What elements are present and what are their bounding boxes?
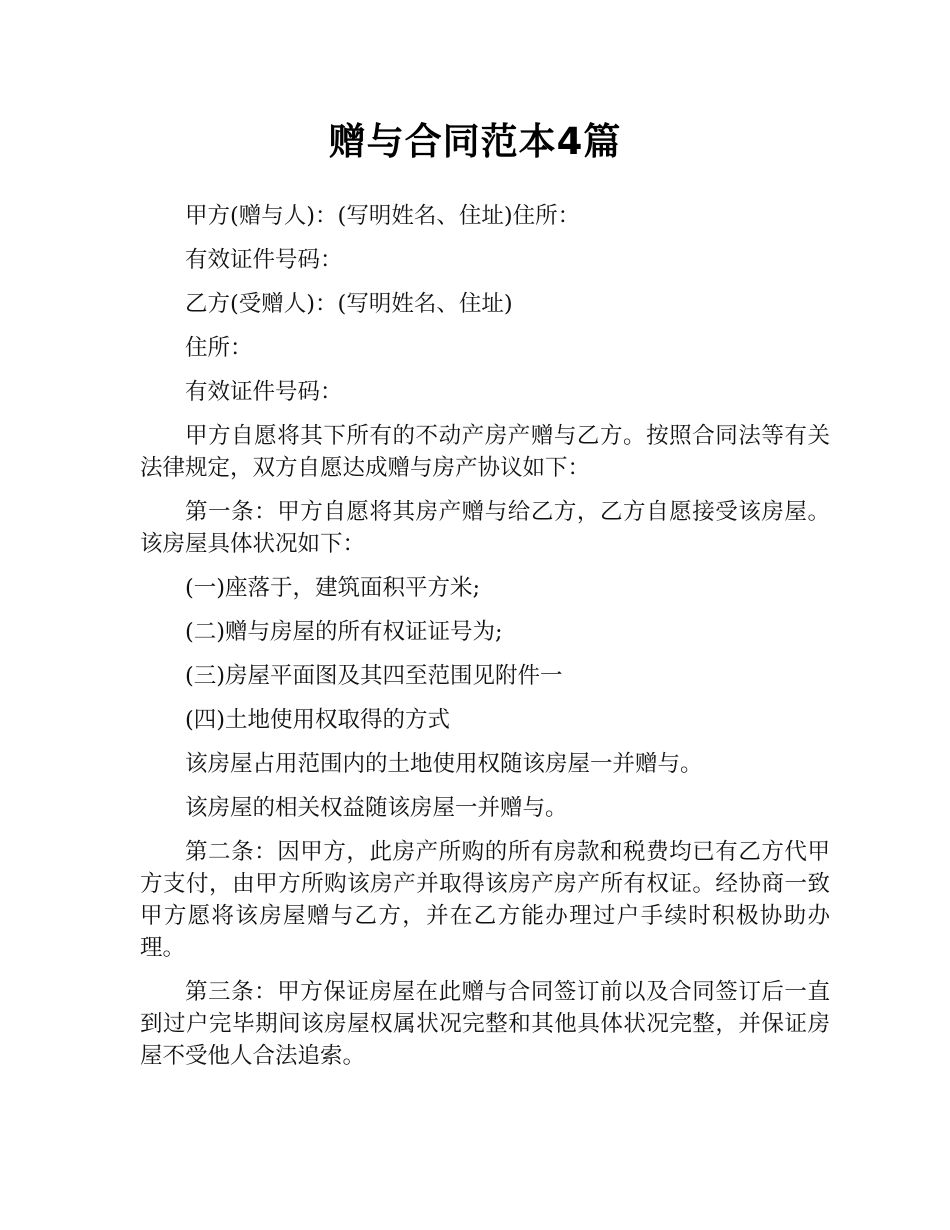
article-1-paragraph: 第一条：甲方自愿将其房产赠与给乙方，乙方自愿接受该房屋。该房屋具体状况如下：: [140, 499, 830, 557]
article-1-item-3: (三)房屋平面图及其四至范围见附件一: [185, 663, 563, 689]
document-title: 赠与合同范本4篇: [328, 120, 622, 163]
article-1-item-4: (四)土地使用权取得的方式: [185, 707, 451, 733]
preamble-paragraph: 甲方自愿将其下所有的不动产房产赠与乙方。按照合同法等有关法律规定，双方自愿达成赠与房产协议如下：: [140, 423, 830, 481]
party-b-line: 乙方(受赠人)：(写明姓名、住址): [185, 291, 513, 317]
land-use-paragraph: 该房屋占用范围内的土地使用权随该房屋一并赠与。: [185, 751, 703, 777]
party-b-id-line: 有效证件号码：: [185, 379, 343, 405]
party-a-id-line: 有效证件号码：: [185, 247, 343, 273]
article-2-paragraph: 第二条：因甲方，此房产所购的所有房款和税费均已有乙方代甲方支付，由甲方所购该房产并取得该房产房产所有权证。经协商一致甲方愿将该房屋赠与乙方，并在乙方能办理过户手续时积极协助办理。: [140, 839, 830, 961]
document-body: [140, 200, 830, 1084]
article-3-paragraph: 第三条：甲方保证房屋在此赠与合同签订前以及合同签订后一直到过户完毕期间该房屋权属状况完整和其他具体状况完整，并保证房屋不受他人合法追索。: [140, 979, 830, 1069]
party-b-address-line: 住所：: [185, 335, 253, 361]
rights-paragraph: 该房屋的相关权益随该房屋一并赠与。: [185, 795, 568, 821]
article-1-item-1: (一)座落于，建筑面积平方米;: [185, 575, 481, 601]
party-a-line: 甲方(赠与人)：(写明姓名、住址)住所：: [185, 203, 581, 229]
article-1-item-2: (二)赠与房屋的所有权证证号为;: [185, 619, 503, 645]
